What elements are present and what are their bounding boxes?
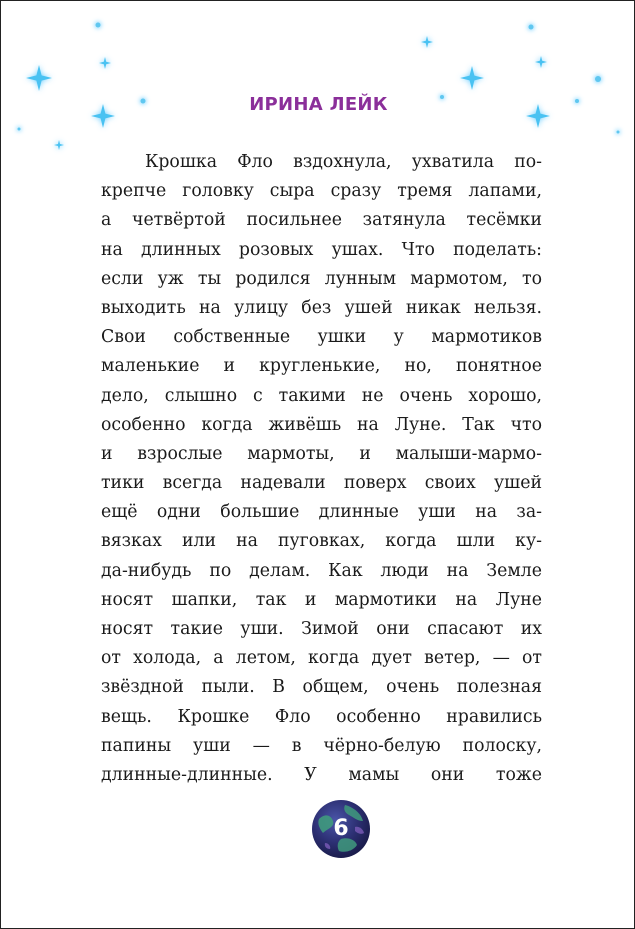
text-line: тики всегда надевали поверх своих ушей [101,473,542,494]
text-line: Свои собственные ушки у мармотиков [101,327,542,348]
sparkle-star-icon [54,140,64,150]
star-dot-icon [595,76,601,82]
author-header: ИРИНА ЛЕЙК [249,94,388,115]
text-line: звёздной пыли. В общем, очень полезная [101,677,542,698]
text-line: маленькие и кругленькие, но, понятное [101,356,542,377]
star-dot-icon [18,128,21,131]
text-line: на длинных розовых ушах. Что поделать: [101,239,542,260]
text-line: вязках или на пуговках, когда шли ку- [101,531,542,552]
text-line: выходить на улицу без ушей никак нельзя. [101,297,542,318]
text-line: и взрослые мармоты, и малыши-мармо- [101,443,542,464]
sparkle-star-icon [421,36,433,48]
page-number-badge [311,799,371,859]
text-line: да-нибудь по делам. Как люди на Земле [101,560,542,581]
sparkle-star-icon [99,57,111,69]
sparkle-star-icon [460,66,484,90]
star-dot-icon [96,23,101,28]
text-line: вещь. Крошке Фло особенно нравились [101,706,542,727]
text-line: дело, слышно с такими не очень хорошо, [101,385,542,406]
sparkle-star-icon [535,56,547,68]
text-line: носят такие уши. Зимой они спасают их [101,619,542,639]
text-line: крепче головку сыра сразу тремя лапами, [101,181,542,202]
text-line: если уж ты родился лунным мармотом, то [101,268,542,289]
text-line: Крошка Фло вздохнула, ухватила по- [145,152,542,172]
text-line: а четвёртой посильнее затянула тесёмки [101,210,542,231]
text-line: ещё одни большие длинные уши на за- [101,502,542,523]
text-line: от холода, а летом, когда дует ветер, — от [101,648,542,669]
text-line: длинные-длинные. У мамы они тоже [101,764,542,785]
body-text [101,148,542,790]
sparkle-star-icon [26,65,52,91]
page-number: 6 [333,816,349,841]
text-line: особенно когда живёшь на Луне. Так что [101,414,542,435]
text-line: папины уши — в чёрно-белую полоску, [101,735,542,756]
star-dot-icon [529,25,534,30]
star-dot-icon [617,131,620,134]
text-line: носят шапки, так и мармотики на Луне [101,589,542,610]
